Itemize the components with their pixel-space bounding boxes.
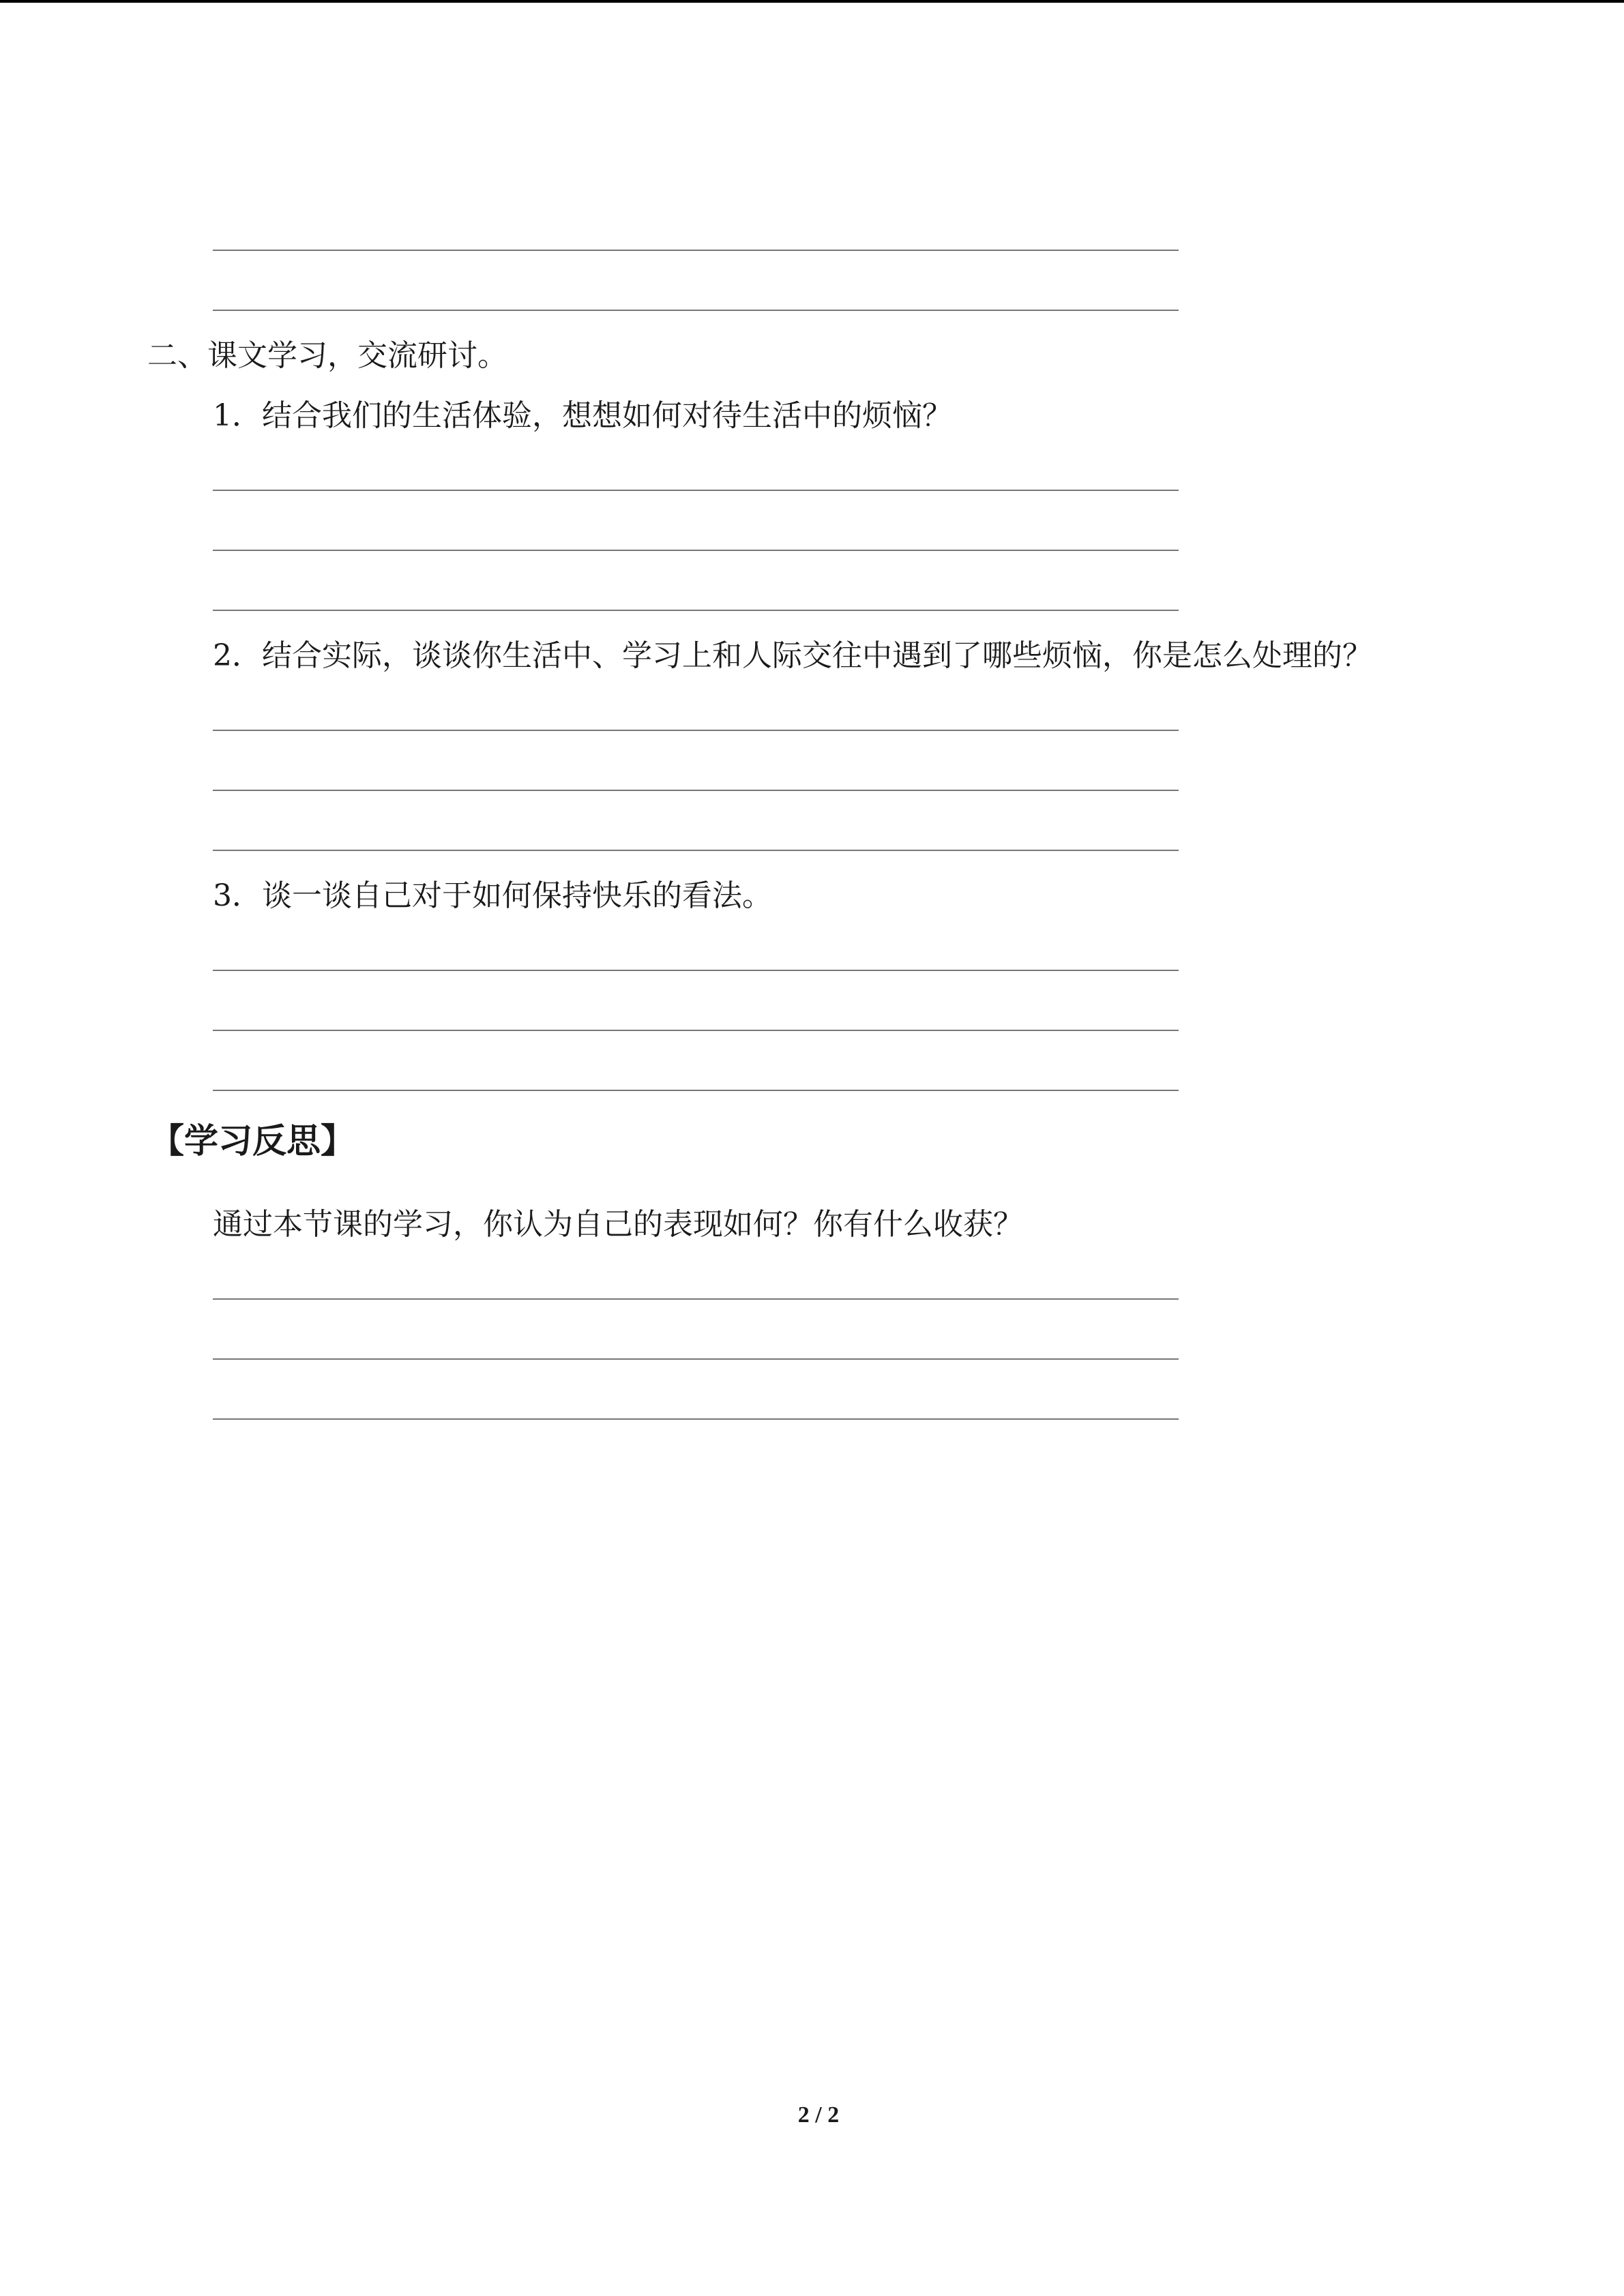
answer-line[interactable] (213, 850, 1179, 851)
section-title: 二、课文学习，交流研讨。 (147, 338, 507, 373)
answer-line[interactable] (213, 970, 1179, 971)
answer-line[interactable] (213, 790, 1179, 791)
answer-line[interactable] (213, 250, 1179, 251)
question-2: 2．结合实际，谈谈你生活中、学习上和人际交往中遇到了哪些烦恼，你是怎么处理的？ (213, 638, 1372, 673)
answer-line[interactable] (213, 1030, 1179, 1031)
answer-line[interactable] (213, 1090, 1179, 1091)
page-top-border (0, 0, 1624, 3)
answer-line[interactable] (213, 1298, 1179, 1300)
answer-line[interactable] (213, 490, 1179, 491)
reflection-prompt: 通过本节课的学习，你认为自己的表现如何？你有什么收获？ (213, 1207, 1023, 1242)
answer-line[interactable] (213, 1418, 1179, 1420)
answer-line[interactable] (213, 550, 1179, 551)
answer-line[interactable] (213, 1358, 1179, 1360)
question-3: 3．谈一谈自己对于如何保持快乐的看法。 (213, 878, 772, 913)
reflection-heading: 【学习反思】 (150, 1121, 355, 1161)
answer-line[interactable] (213, 730, 1179, 731)
answer-line[interactable] (213, 310, 1179, 311)
question-1: 1．结合我们的生活体验，想想如何对待生活中的烦恼？ (213, 398, 952, 433)
page-number: 2 / 2 (797, 2102, 840, 2128)
answer-line[interactable] (213, 610, 1179, 611)
